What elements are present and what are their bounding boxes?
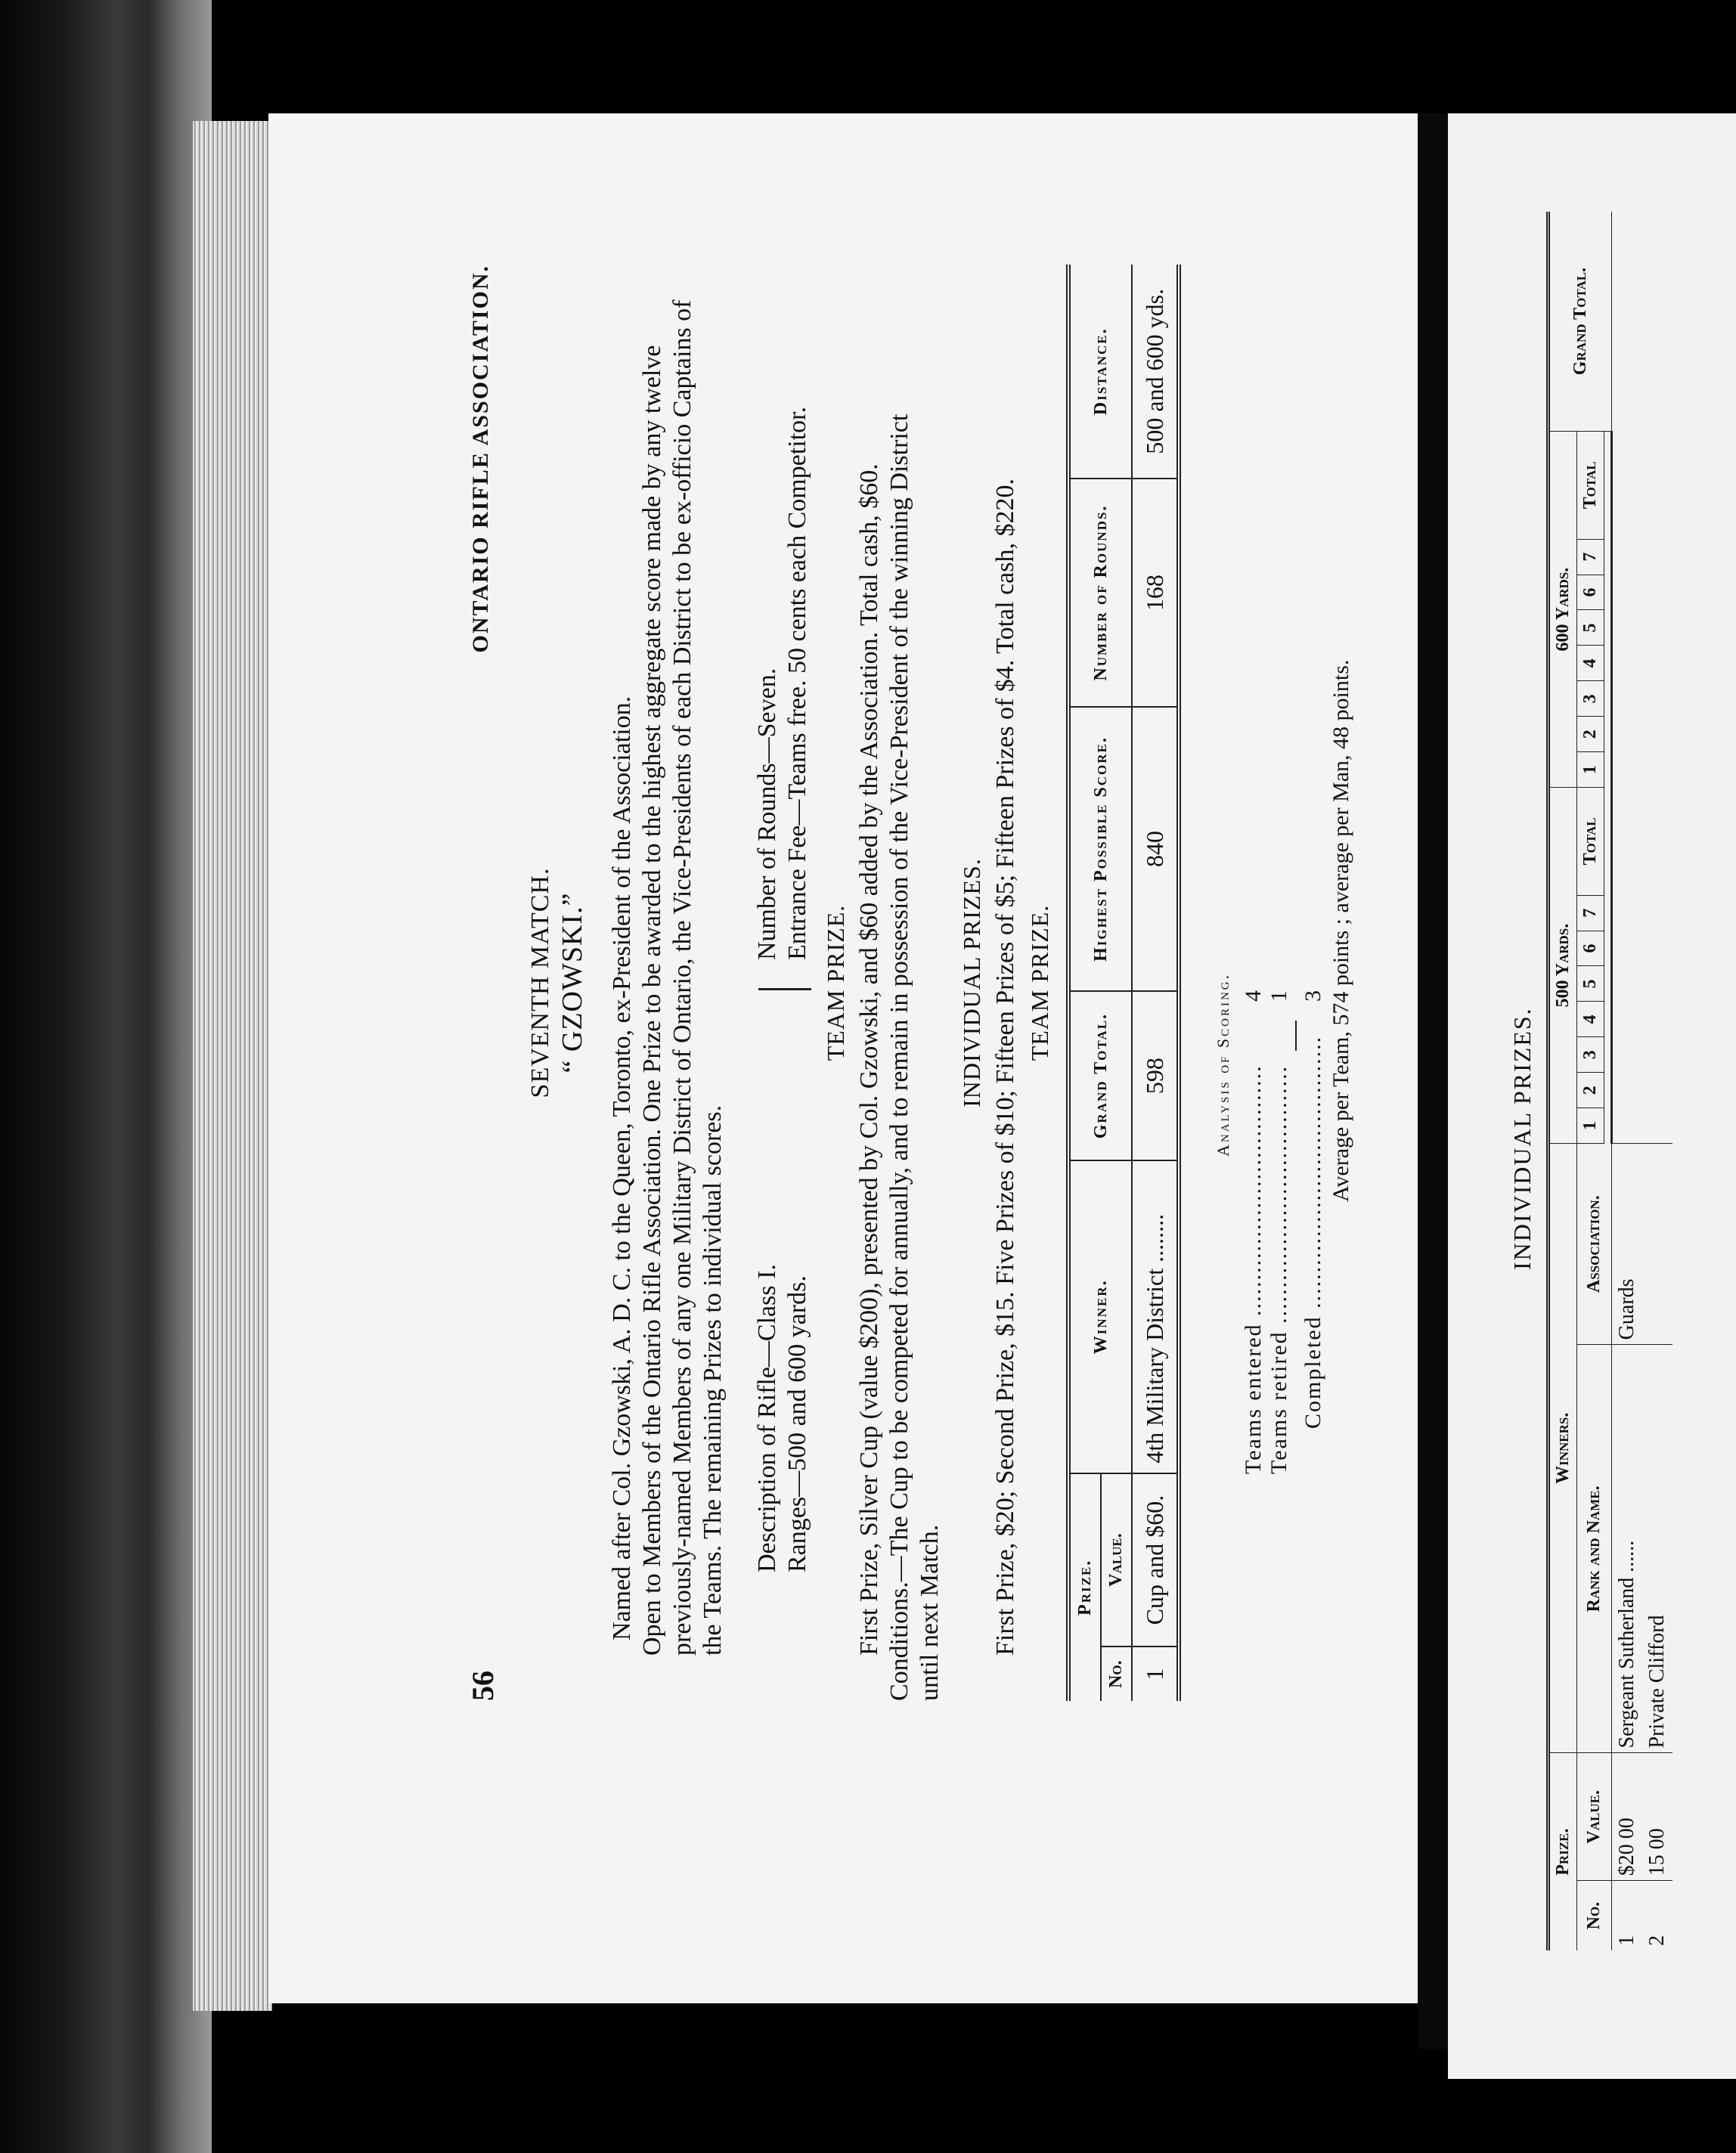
shot-3-600: 3 (1577, 681, 1604, 717)
cell-highest-possible: 840 (1132, 707, 1179, 992)
left-page-content (268, 265, 1353, 1701)
header-rounds: Number of Rounds. (1068, 479, 1132, 706)
ind-cell-name: Sergeant Sutherland ...... (1612, 1345, 1643, 1753)
completed-row (1300, 748, 1326, 1429)
teams-retired-row (1266, 794, 1292, 1474)
ind-cell-no: 1 (1615, 1935, 1638, 1946)
header-value: Value. (1101, 1473, 1132, 1647)
cell-value: Cup and $60. (1132, 1473, 1179, 1647)
team-prize-heading: TEAM PRIZE. (822, 904, 849, 1061)
shot-5-600: 5 (1577, 610, 1604, 646)
ind-cell-value: 15 00 (1642, 1753, 1672, 1881)
table-header-row (1068, 265, 1101, 1701)
teams-entered-row (1241, 794, 1266, 1474)
individual-prizes-title: INDIVIDUAL PRIZES. (1508, 1007, 1536, 1270)
individual-prizes-heading: INDIVIDUAL PRIZES. (958, 858, 985, 1107)
ind-header-600: 600 Yards. (1548, 432, 1577, 788)
ind-cell-name: Private Clifford (1642, 1345, 1672, 1753)
ind-header-rank-name: Rank and Name. (1577, 1345, 1612, 1753)
team-prize-heading-2: TEAM PRIZE. (1026, 904, 1053, 1061)
ind-header-row-1 (1548, 212, 1577, 1950)
page-number: 56 (466, 1671, 500, 1701)
rounds-and-fee (752, 355, 813, 960)
teams-retired-value: 1 (1266, 990, 1291, 1002)
ind-header-500: 500 Yards. (1548, 788, 1577, 1144)
cell-rounds: 168 (1132, 479, 1179, 706)
ranges: Ranges—500 and 600 yards. (783, 1275, 811, 1572)
shot-7: 7 (1577, 895, 1604, 931)
shot-3: 3 (1577, 1037, 1604, 1073)
sum-rule (1295, 1021, 1297, 1051)
details-divider (758, 988, 811, 990)
shot-5: 5 (1577, 966, 1604, 1002)
rifle-and-ranges (752, 968, 813, 1572)
cell-winner: 4th Military District ........ (1132, 1160, 1179, 1473)
running-head: ONTARIO RIFLE ASSOCIATION. (468, 265, 493, 653)
analysis-heading: Analysis of Scoring. (1214, 972, 1232, 1157)
teams-entered-label: Teams entered ................................... (1241, 1064, 1266, 1474)
team-prize-text: First Prize, Silver Cup (value $200), presented by Col. Gzowski, and $60 added by the Association. Total cash, $60. (855, 463, 883, 1656)
cell-grand-total: 598 (1132, 991, 1179, 1160)
shot-2-600: 2 (1577, 717, 1604, 752)
ind-header-value: Value. (1577, 1753, 1612, 1881)
open-to-text (637, 265, 728, 1701)
team-prize-table (1066, 265, 1181, 1701)
named-after-text: Named after Col. Gzowski, A. D. C. to the Queen, Toronto, ex-President of the Association. (608, 695, 636, 1640)
teams-entered-value: 4 (1241, 990, 1266, 1002)
match-title: SEVENTH MATCH. (526, 867, 554, 1098)
header-highest-possible: Highest Possible Score. (1068, 707, 1132, 992)
ind-header-winners: Winners. (1548, 1144, 1577, 1753)
ind-header-grand-total: Grand Total. (1548, 212, 1612, 432)
header-grand-total: Grand Total. (1068, 991, 1132, 1160)
page-edges (193, 121, 272, 2011)
ind-header-spacer (1604, 432, 1612, 1144)
right-page-content (1448, 212, 1736, 1950)
conditions-text: Conditions.—The Cup to be competed for annually, and to remain in possession of the Vice-President of the winning District (885, 414, 913, 1701)
open-to-body: Open to Members of the Ontario Rifle Association. One Prize to be awarded to the highest aggregate score made by any twelve previously-named Members of any one Military District of Ontario, the Vice-Presidents of each District to be ex-officio Captains of the Teams. The remaining Prizes to individual scores. (638, 299, 727, 1656)
ind-cell-no: 2 (1645, 1935, 1669, 1946)
ind-header-row-2 (1577, 212, 1604, 1950)
teams-retired-label: Teams retired .................................... (1266, 1064, 1291, 1474)
individual-prizes-text: First Prize, $20; Second Prize, $15. Five Prizes of $10; Fifteen Prizes of $5; Fifteen Prizes of $4. Total cash, $220. (991, 479, 1019, 1656)
page-gutter (1418, 113, 1448, 2049)
ind-header-prize: Prize. (1548, 1753, 1577, 1950)
table-row (1132, 265, 1179, 1701)
match-subtitle: “ GZOWSKI.” (556, 892, 588, 1073)
ind-header-association: Association. (1577, 1144, 1612, 1345)
entrance-fee: Entrance Fee—Teams free. 50 cents each Competitor. (783, 406, 811, 960)
description-of-rifle: Description of Rifle—Class I. (753, 1264, 781, 1572)
shot-4: 4 (1577, 1002, 1604, 1037)
shot-1-600: 1 (1577, 752, 1604, 788)
shot-7-600: 7 (1577, 539, 1604, 575)
cell-no: 1 (1132, 1647, 1179, 1701)
shot-1: 1 (1577, 1108, 1604, 1144)
ind-cell-scores (1612, 212, 1643, 1144)
shot-2: 2 (1577, 1073, 1604, 1108)
header-distance: Distance. (1068, 265, 1132, 479)
completed-label: Completed ...................................... (1300, 1035, 1325, 1429)
header-no: No. (1101, 1647, 1132, 1701)
average-text: Average per Team, 574 points ; average per Man, 48 points. (1328, 659, 1353, 1202)
match-details (752, 265, 820, 1701)
page-header (465, 265, 510, 1701)
header-prize: Prize. (1068, 1473, 1101, 1701)
ind-header-no: No. (1577, 1881, 1612, 1950)
ind-cell-value: $20 00 (1612, 1753, 1643, 1881)
ind-cell-association: Guards (1612, 1144, 1643, 1345)
total-500: Total (1577, 788, 1604, 896)
book-spine (0, 0, 212, 2153)
ind-cell-scores (1642, 212, 1672, 1144)
header-winner: Winner. (1068, 1160, 1132, 1473)
conditions-continued: until next Match. (916, 1524, 944, 1701)
table-row (1612, 212, 1643, 1950)
completed-value: 3 (1300, 990, 1325, 1002)
ind-cell-association (1642, 1144, 1672, 1345)
number-of-rounds: Number of Rounds—Seven. (753, 668, 781, 960)
shot-6-600: 6 (1577, 575, 1604, 610)
table-row (1642, 212, 1672, 1950)
shot-6: 6 (1577, 931, 1604, 966)
cell-distance: 500 and 600 yds. (1132, 265, 1179, 479)
individual-prizes-table (1546, 212, 1672, 1950)
shot-4-600: 4 (1577, 646, 1604, 681)
total-600: Total (1577, 432, 1604, 540)
